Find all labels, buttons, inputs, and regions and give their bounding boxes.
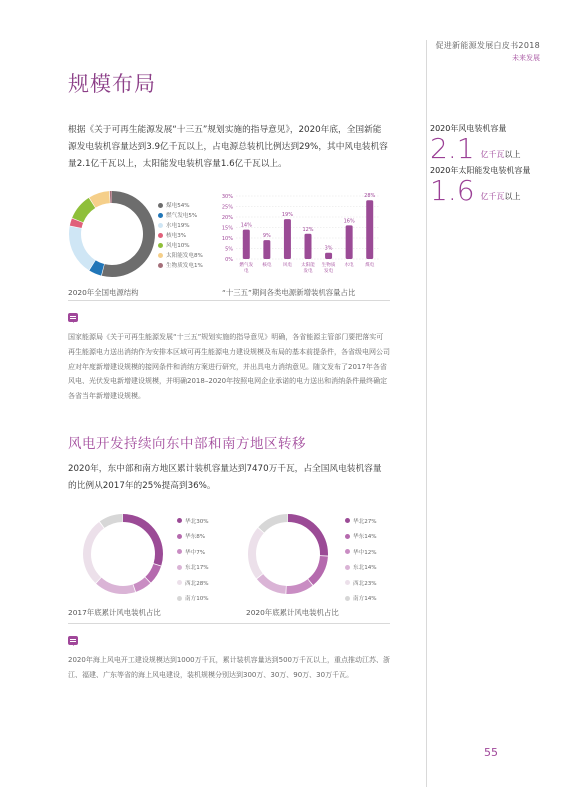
legend-label: 华北30%: [185, 518, 209, 525]
y-tick-label: 5%: [225, 246, 233, 253]
legend-item: [158, 210, 203, 220]
legend-item: [345, 529, 377, 545]
bar-value-label: 28%: [364, 193, 376, 200]
legend-swatch: [177, 565, 182, 570]
power-structure-donut: [64, 186, 160, 282]
solar-capacity-stat: [430, 165, 531, 207]
legend-item: [158, 220, 203, 230]
column-divider: [426, 40, 427, 787]
note-icon: [68, 313, 78, 322]
legend-label: 水电19%: [166, 223, 190, 229]
legend-swatch: [177, 596, 182, 601]
wind-2020-legend: [345, 513, 377, 606]
bar: [284, 219, 291, 259]
legend-swatch: [345, 565, 350, 570]
y-tick-label: 0%: [225, 257, 233, 263]
legend-item: [345, 544, 377, 560]
section-name: 未来发展: [512, 54, 540, 62]
x-tick-label: 电: [243, 269, 249, 274]
legend-item: [177, 544, 209, 560]
legend-swatch: [158, 213, 163, 218]
wind-2020-donut: [245, 511, 331, 597]
solar-capacity-label: 2020年太阳能发电装机容量: [430, 166, 531, 175]
bar-value-label: 12%: [302, 226, 314, 233]
legend-item: [177, 529, 209, 545]
y-tick-label: 30%: [221, 194, 233, 200]
wind-capacity-value: 2.1: [430, 132, 475, 165]
new-capacity-bar-chart: [214, 188, 384, 276]
legend-item: [177, 513, 209, 529]
x-tick-label: 生物质: [321, 263, 336, 268]
legend-swatch: [345, 518, 350, 523]
legend-label: 风电10%: [166, 243, 190, 249]
solar-capacity-unit: 亿千瓦: [480, 192, 505, 201]
legend-swatch: [158, 233, 163, 238]
legend-swatch: [345, 596, 350, 601]
legend-item: [345, 560, 377, 576]
legend-label: 南方10%: [185, 596, 209, 603]
x-tick-label: 煤电: [365, 263, 375, 268]
wind-capacity-stat: [430, 123, 521, 165]
section-subheading: 风电开发持续向东中部和南方地区转移: [68, 436, 306, 452]
page-title: 规模布局: [68, 72, 156, 96]
legend-label: 太阳能发电8%: [166, 253, 203, 259]
x-tick-label: 燃气发: [239, 263, 254, 268]
legend-label: 煤电54%: [166, 203, 190, 209]
offshore-wind-note: 2020年海上风电开工建设规模达到1000万千瓦，累计装机容量达到500万千瓦以上，重点推动江苏、浙江、福建、广东等省的海上风电建设，装机规模分别达到300万、30万、90万、30万千瓦。: [68, 656, 390, 679]
bar-value-label: 14%: [240, 222, 252, 229]
legend-item: [345, 513, 377, 529]
legend-item: [177, 575, 209, 591]
legend-label: 东北14%: [353, 565, 377, 572]
legend-item: [345, 591, 377, 607]
bar: [325, 253, 332, 259]
legend-swatch: [158, 253, 163, 258]
legend-swatch: [158, 203, 163, 208]
power-structure-legend: [158, 200, 203, 270]
bar-value-label: 19%: [281, 212, 293, 219]
intro-paragraph: 根据《关于可再生能源发展“十三五”规划实施的指导意见》，2020年底，全国新能源发电装机容量达到3.9亿千瓦以上，占电源总装机比例达到29%，其中风电装机容量2.1亿千瓦以上，太阳能发电装机容量1.6亿千瓦以上。: [68, 125, 388, 169]
legend-swatch: [158, 223, 163, 228]
new-capacity-caption: “十三五”期间各类电源新增装机容量占比: [222, 288, 356, 297]
legend-swatch: [345, 534, 350, 539]
legend-label: 燃气发电5%: [166, 213, 198, 219]
bar-value-label: 16%: [343, 218, 355, 225]
wind-2017-donut: [80, 511, 166, 597]
y-tick-label: 10%: [221, 236, 233, 242]
y-tick-label: 25%: [221, 204, 233, 211]
x-tick-label: 发电: [303, 269, 313, 274]
wind-capacity-label: 2020年风电装机容量: [430, 124, 507, 133]
legend-item: [345, 575, 377, 591]
wind-shift-paragraph: 2020年，东中部和南方地区累计装机容量达到7470万千瓦，占全国风电装机容量的比例从2017年的25%提高到36%。: [68, 464, 382, 491]
x-tick-label: 发电: [323, 269, 334, 274]
wind-2017-legend: [177, 513, 209, 606]
bar-value-label: 3%: [324, 245, 333, 252]
series-title: 促进新能源发展白皮书2018: [435, 41, 540, 50]
legend-label: 华东14%: [353, 534, 377, 541]
legend-label: 西北28%: [185, 580, 209, 587]
y-tick-label: 15%: [221, 225, 233, 232]
legend-label: 西北23%: [353, 580, 377, 587]
power-structure-caption: 2020年全国电源结构: [68, 288, 139, 297]
legend-item: [158, 260, 203, 270]
legend-swatch: [177, 580, 182, 585]
bar: [305, 234, 312, 259]
legend-label: 生物质发电1%: [166, 263, 203, 269]
legend-swatch: [177, 534, 182, 539]
x-tick-label: 核电: [262, 263, 272, 268]
legend-label: 核电3%: [166, 233, 187, 239]
legend-swatch: [177, 549, 182, 554]
legend-swatch: [345, 549, 350, 554]
legend-swatch: [158, 263, 163, 268]
running-header: [435, 40, 540, 63]
x-tick-label: 水电: [344, 263, 354, 268]
wind-capacity-qualifier: 以上: [504, 150, 521, 159]
policy-note: 国家能源局《关于可再生能源发展“十三五”规划实施的指导意见》明确，各省能源主管部门要把落实可再生能源电力送出消纳作为安排本区域可再生能源电力建设规模及布局的基本前提条件，各省级电网公司应对年度新增建设规模的接网条件和消纳方案进行研究，并出具电力消纳意见。随文发布了2017年各省风电、光伏发电新增建设规模，并明确2018–2020年按照电网企业承诺的电力送出和消纳条件最终确定各省当年新增建设规模。: [68, 333, 390, 401]
legend-swatch: [177, 518, 182, 523]
solar-capacity-value: 1.6: [430, 174, 475, 207]
wind-capacity-unit: 亿千瓦: [480, 150, 505, 159]
bar-value-label: 9%: [262, 233, 271, 240]
legend-item: [158, 250, 203, 260]
legend-label: 华北27%: [353, 518, 377, 525]
x-tick-label: 太阳能: [301, 263, 315, 268]
legend-swatch: [345, 580, 350, 585]
legend-swatch: [158, 243, 163, 248]
legend-label: 东北17%: [185, 565, 209, 572]
legend-item: [158, 200, 203, 210]
x-tick-label: 风电: [282, 263, 293, 268]
divider: [68, 623, 390, 624]
bar: [346, 225, 353, 259]
divider: [68, 300, 390, 301]
legend-label: 华东8%: [185, 534, 206, 541]
bar: [243, 230, 250, 259]
bar: [366, 200, 373, 259]
legend-item: [158, 240, 203, 250]
legend-item: [177, 560, 209, 576]
bar: [263, 240, 270, 259]
legend-item: [177, 591, 209, 607]
solar-capacity-qualifier: 以上: [504, 192, 521, 201]
wind-2020-caption: 2020年底累计风电装机占比: [246, 608, 339, 617]
page-number: 55: [484, 746, 498, 759]
legend-item: [158, 230, 203, 240]
note-icon: [68, 636, 78, 645]
legend-label: 华中7%: [185, 549, 206, 556]
legend-label: 华中12%: [353, 549, 377, 556]
wind-2017-caption: 2017年底累计风电装机占比: [68, 608, 161, 617]
legend-label: 南方14%: [353, 596, 377, 603]
y-tick-label: 20%: [221, 215, 233, 221]
